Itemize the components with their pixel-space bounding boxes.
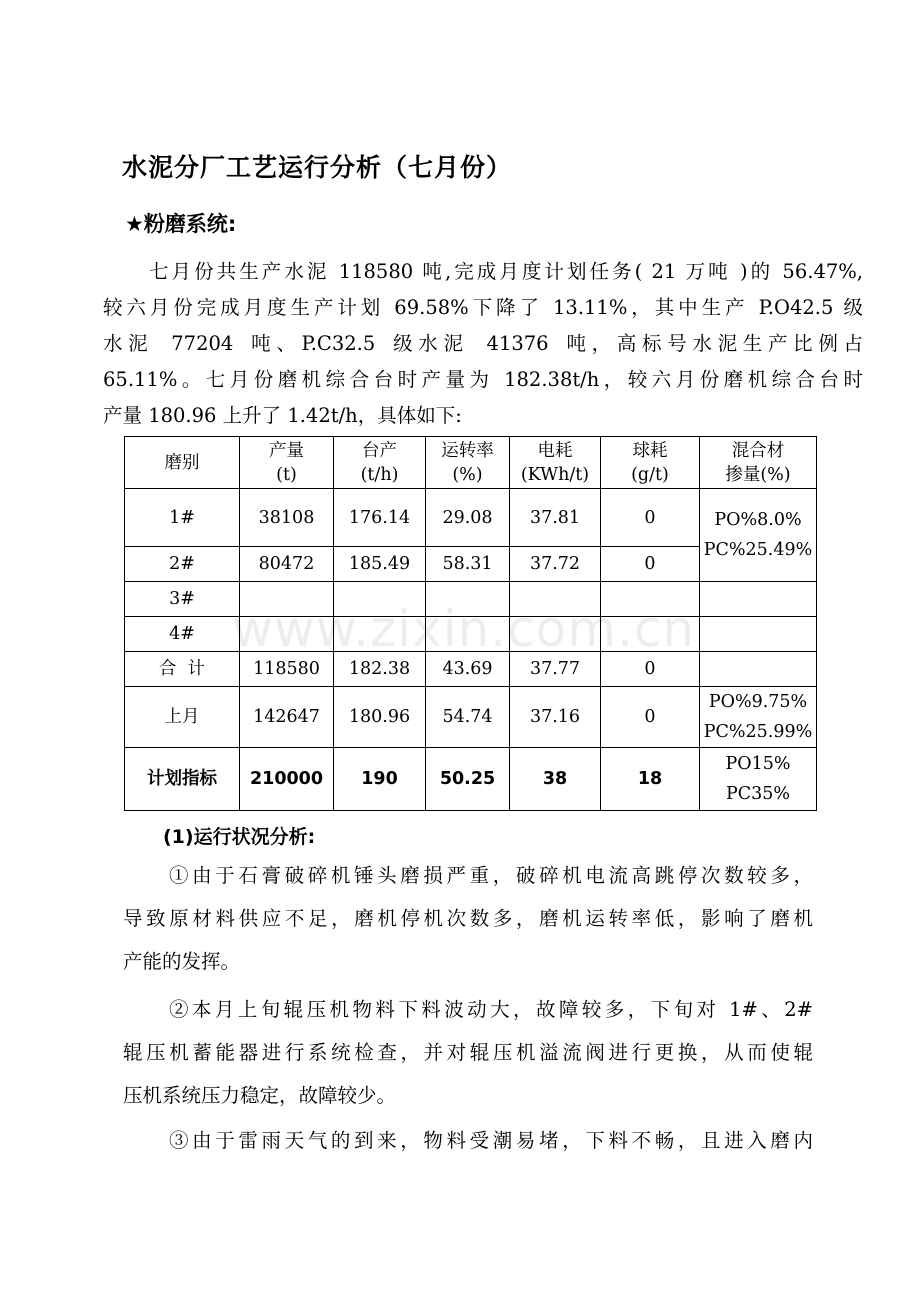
table-row-total: [125, 652, 817, 687]
cell-power: 37.72: [510, 547, 601, 582]
cell-ball: [601, 617, 700, 652]
cell-power: 37.16: [510, 687, 601, 748]
cell-mill: 3#: [125, 582, 240, 617]
intro-paragraph: [103, 254, 863, 434]
cell-rate: 185.49: [334, 547, 426, 582]
cell-output: [240, 617, 334, 652]
cell-output: 38108: [240, 489, 334, 547]
cell-rate: 182.38: [334, 652, 426, 687]
table-row: [125, 489, 817, 547]
cell-mill: 2#: [125, 547, 240, 582]
cell-mix: [700, 617, 817, 652]
paragraph-line: ③由于雷雨天气的到来，物料受潮易堵，下料不畅，且进入磨内: [169, 1129, 813, 1152]
cell-rate: 176.14: [334, 489, 426, 547]
analysis-paragraph-1: [123, 854, 813, 983]
cell-rate: [334, 617, 426, 652]
cell-rate: [334, 582, 426, 617]
paragraph-line: 辊压机蓄能器进行系统检查，并对辊压机溢流阀进行更换，从而使辊: [123, 1041, 813, 1064]
cell-rate: 190: [334, 748, 426, 811]
paragraph-line: 产能的发挥。: [123, 950, 241, 973]
cell-ball: [601, 582, 700, 617]
document-title: 水泥分厂工艺运行分析（七月份）: [122, 153, 513, 182]
cell-ball: 18: [601, 748, 700, 811]
intro-line: 65.11%。七月份磨机综合台时产量为 182.38t/h，较六月份磨机综合台时: [103, 368, 863, 391]
header-cell: 台产 (t/h): [334, 437, 426, 489]
paragraph-line: ②本月上旬辊压机物料下料波动大，故障较多，下旬对 1#、2#: [169, 998, 813, 1021]
table-row: [125, 617, 817, 652]
cell-power: [510, 582, 601, 617]
cell-ball: 0: [601, 652, 700, 687]
cell-run: 58.31: [426, 547, 510, 582]
intro-line: 产量 180.96 上升了 1.42t/h，具体如下:: [103, 404, 462, 427]
header-cell: 产量 (t): [240, 437, 334, 489]
cell-mill: 上月: [125, 687, 240, 748]
cell-output: 118580: [240, 652, 334, 687]
cell-run: [426, 617, 510, 652]
cell-output: 80472: [240, 547, 334, 582]
analysis-paragraph-3: [123, 1119, 813, 1162]
cell-mill: 4#: [125, 617, 240, 652]
header-cell: 磨别: [125, 437, 240, 489]
cell-ball: 0: [601, 687, 700, 748]
cell-mix: PO15% PC35%: [700, 748, 817, 811]
table-header-row: [125, 437, 817, 489]
cell-ball: 0: [601, 547, 700, 582]
analysis-heading: (1)运行状况分析:: [163, 826, 316, 848]
intro-line: 较六月份完成月度生产计划 69.58%下降了 13.11%，其中生产 P.O42.5 级: [103, 296, 863, 319]
cell-run: 54.74: [426, 687, 510, 748]
mill-production-table: [124, 436, 817, 811]
paragraph-line: 导致原材料供应不足，磨机停机次数多，磨机运转率低，影响了磨机: [123, 907, 813, 930]
cell-mill: 1#: [125, 489, 240, 547]
cell-mill: 计划指标: [125, 748, 240, 811]
cell-mix: PO%9.75% PC%25.99%: [700, 687, 817, 748]
cell-run: 29.08: [426, 489, 510, 547]
header-cell: 运转率 (%): [426, 437, 510, 489]
cell-rate: 180.96: [334, 687, 426, 748]
cell-power: 37.77: [510, 652, 601, 687]
paragraph-line: 压机系统压力稳定，故障较少。: [123, 1084, 397, 1107]
table-row: [125, 582, 817, 617]
intro-line: 七月份共生产水泥 118580 吨,完成月度计划任务( 21 万吨 )的 56.47%,: [149, 260, 863, 283]
table-row-plan: [125, 748, 817, 811]
cell-mix: [700, 582, 817, 617]
cell-output: [240, 582, 334, 617]
header-cell: 球耗 (g/t): [601, 437, 700, 489]
cell-run: 50.25: [426, 748, 510, 811]
cell-power: 37.81: [510, 489, 601, 547]
cell-output: 142647: [240, 687, 334, 748]
cell-mix: [700, 652, 817, 687]
header-cell: 混合材 掺量(%): [700, 437, 817, 489]
header-cell: 电耗 (KWh/t): [510, 437, 601, 489]
cell-run: [426, 582, 510, 617]
cell-mill: 合 计: [125, 652, 240, 687]
table-row-last-month: [125, 687, 817, 748]
intro-line: 水泥 77204 吨、P.C32.5 级水泥 41376 吨，高标号水泥生产比例占: [103, 332, 863, 355]
cell-power: [510, 617, 601, 652]
section-heading: ★粉磨系统:: [125, 212, 237, 236]
cell-power: 38: [510, 748, 601, 811]
paragraph-line: ①由于石膏破碎机锤头磨损严重，破碎机电流高跳停次数较多，: [169, 864, 813, 887]
cell-mix-merged: PO%8.0% PC%25.49%: [700, 489, 817, 582]
cell-run: 43.69: [426, 652, 510, 687]
analysis-paragraph-2: [123, 988, 813, 1117]
cell-output: 210000: [240, 748, 334, 811]
cell-ball: 0: [601, 489, 700, 547]
watermark: www.zixin.com.cn: [232, 600, 696, 658]
